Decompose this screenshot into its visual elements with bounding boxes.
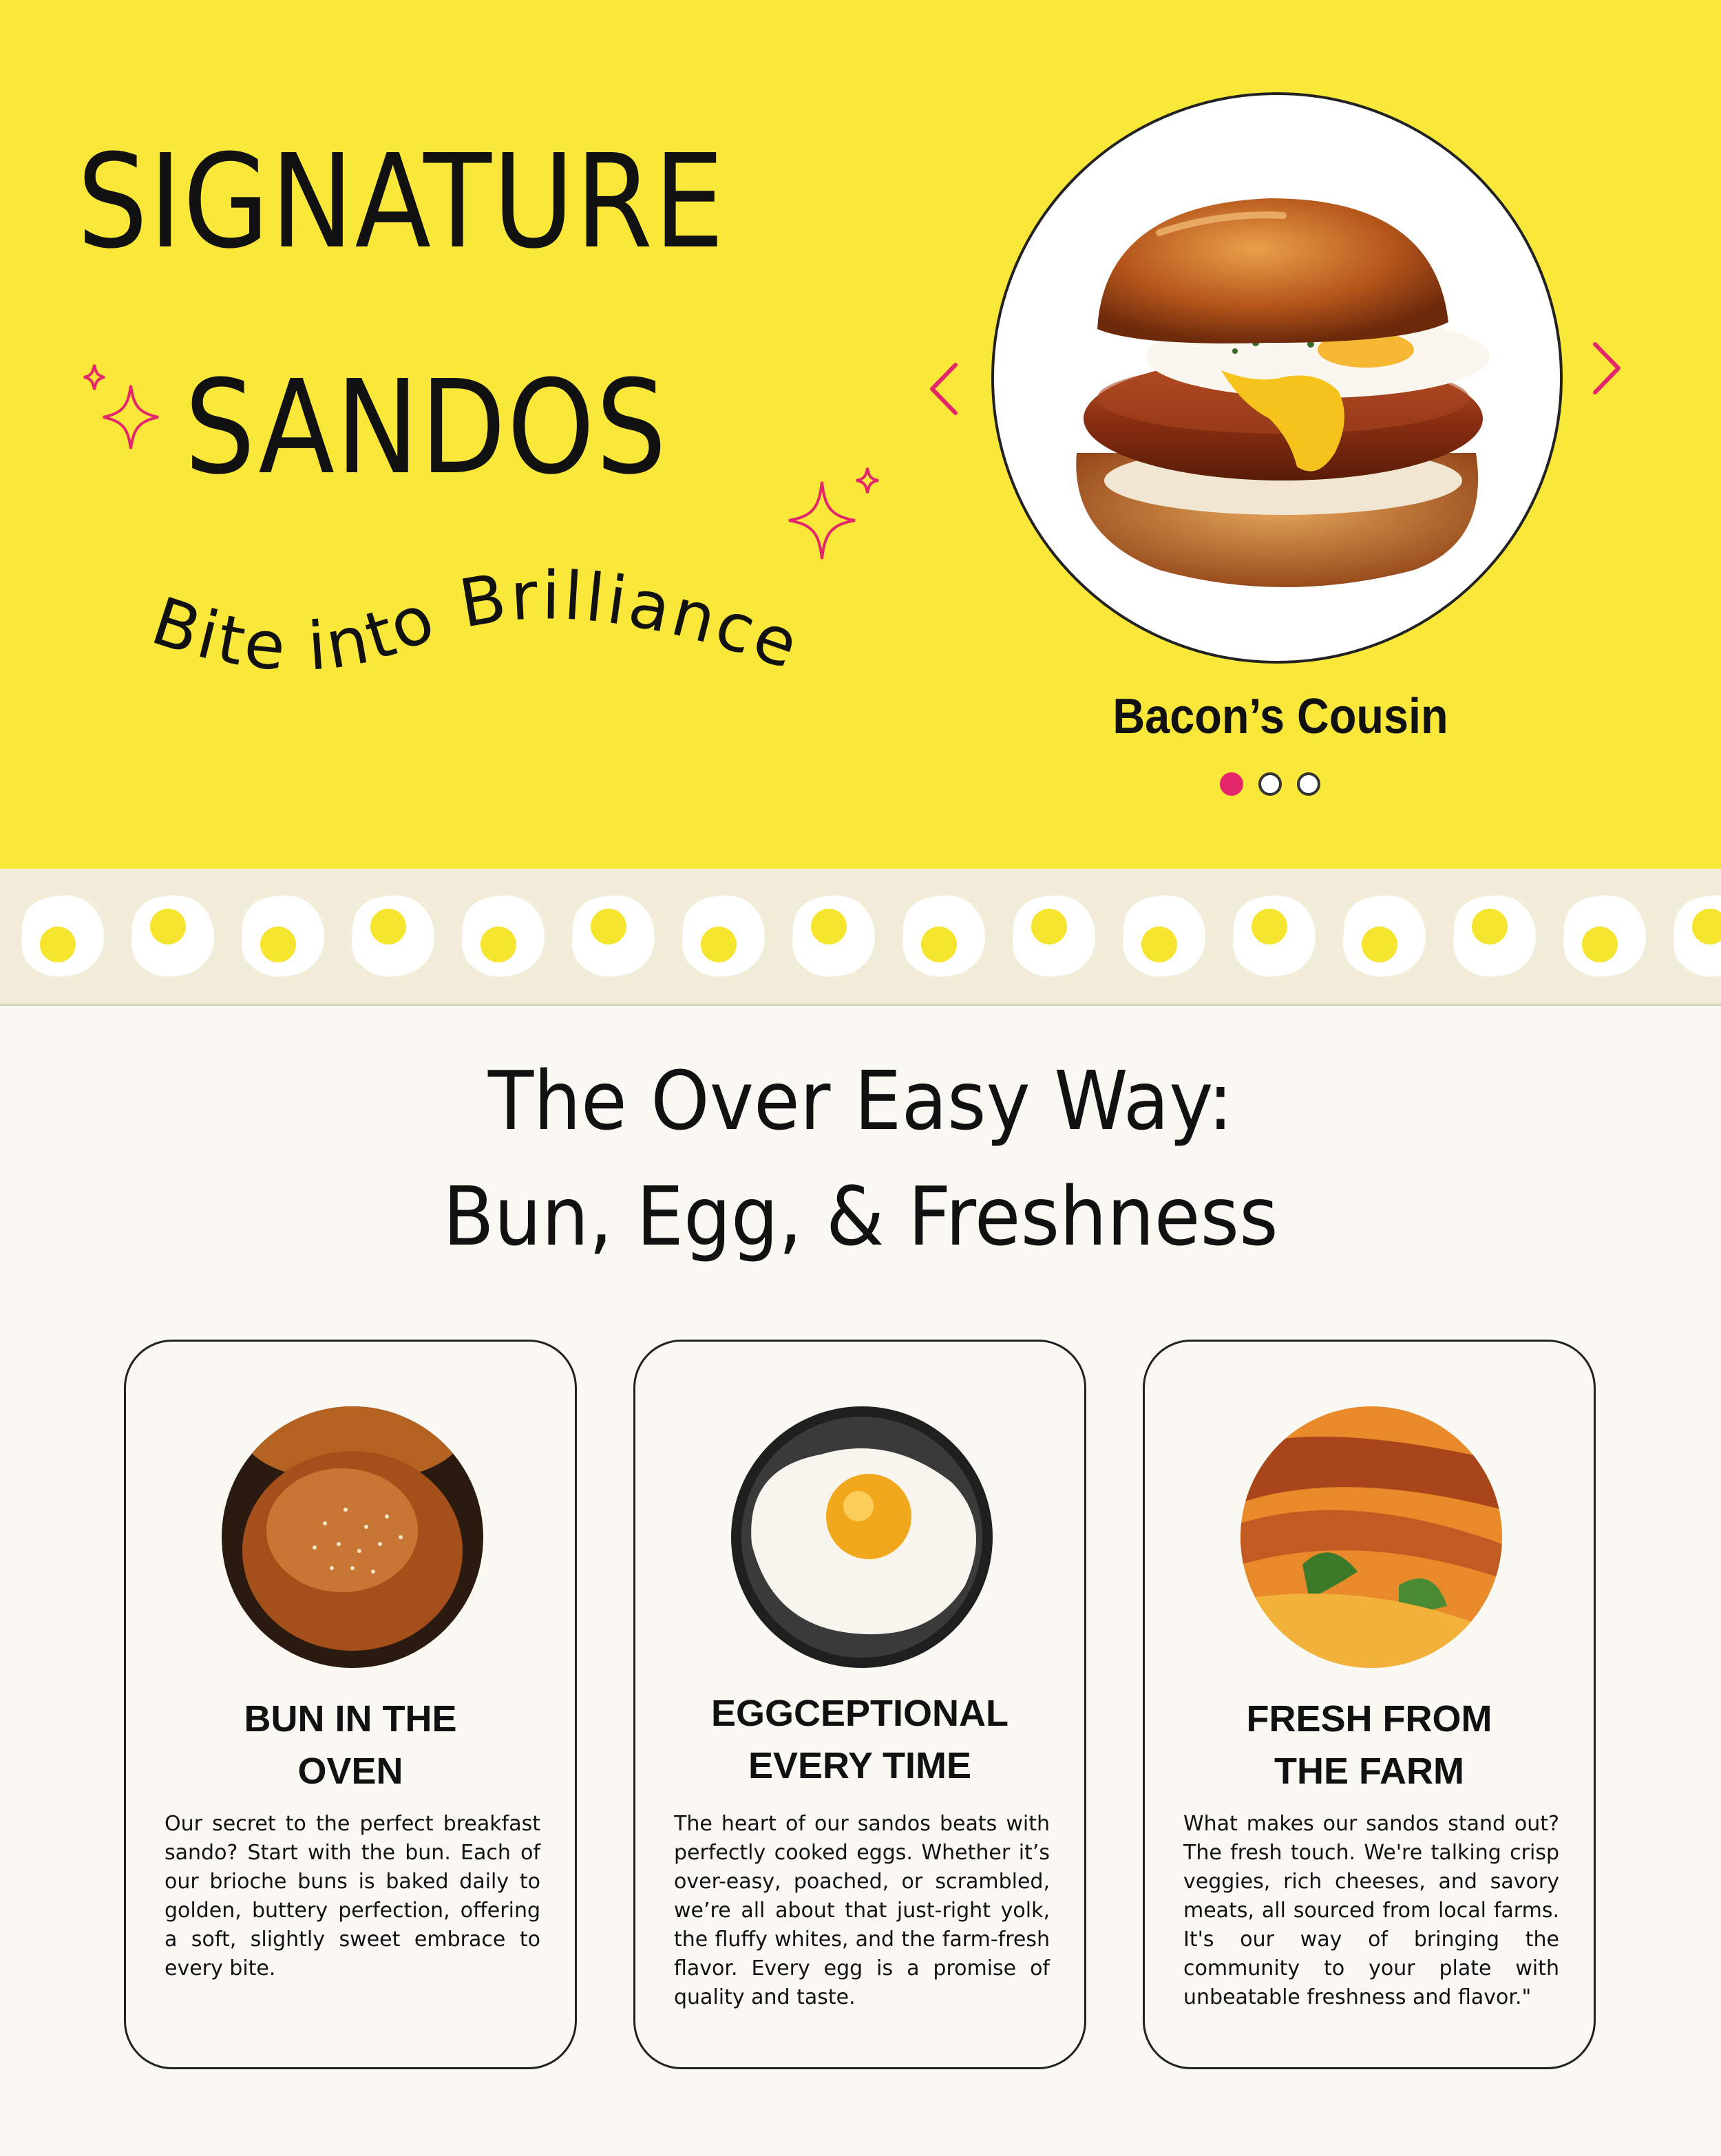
chevron-right-icon[interactable] <box>1587 337 1628 399</box>
carousel-dot-2[interactable] <box>1258 772 1282 796</box>
farm-food-photo <box>1240 1406 1502 1668</box>
card-title-line1: BUN IN THE <box>244 1698 457 1740</box>
fried-egg-icon <box>682 896 765 977</box>
feature-card-egg <box>633 1340 1086 2069</box>
carousel-dot-1[interactable] <box>1220 772 1243 796</box>
card-description: The heart of our sandos beats with perfectly cooked eggs. Whether it’s over-easy, poached, or scrambled, we’re all about that just-right yolk, the fluffy whites, and the farm-fresh flavor. Every egg is a promise of quality and taste. <box>674 1812 1050 2009</box>
egg-photo <box>731 1406 993 1668</box>
fried-egg-icon <box>1674 896 1721 977</box>
egg-pattern <box>0 869 1721 1004</box>
fried-egg-icon <box>792 896 875 977</box>
sandwich-illustration <box>994 95 1560 661</box>
card-title <box>126 1693 575 1797</box>
chevron-left-icon[interactable] <box>922 358 964 420</box>
section-heading-line2: Bun, Egg, & Freshness <box>443 1169 1278 1264</box>
card-description: What makes our sandos stand out? The fresh touch. We're talking crisp veggies, rich cheeses, and savory meats, all sourced from local farms. It's our way of bringing the community to your plate with unbeatable freshness and flavor." <box>1183 1812 1559 2009</box>
fried-egg-icon <box>1453 896 1536 977</box>
fried-egg-icon <box>131 896 214 977</box>
hero-banner <box>0 0 1721 869</box>
carousel-product-name: Bacon’s Cousin <box>1112 689 1448 744</box>
section-heading-line1: The Over Easy Way: <box>487 1053 1234 1148</box>
card-title-line2: OVEN <box>297 1751 403 1792</box>
fried-egg-icon <box>21 896 104 977</box>
card-title <box>1145 1693 1594 1797</box>
carousel-dots <box>1220 772 1320 796</box>
card-title <box>635 1687 1084 1792</box>
fried-egg-icon <box>1563 896 1646 977</box>
bun-photo <box>222 1406 483 1668</box>
tagline-text: Bite into Brilliance <box>142 557 810 686</box>
fried-egg-icon <box>902 896 985 977</box>
card-title-line2: THE FARM <box>1274 1751 1464 1792</box>
feature-card-farm <box>1143 1340 1596 2069</box>
hero-title-line2: SANDOS <box>184 352 668 503</box>
fried-egg-icon <box>1123 896 1205 977</box>
card-title-line2: EVERY TIME <box>748 1745 972 1786</box>
card-description: Our secret to the perfect breakfast sando? Start with the bun. Each of our brioche buns is baked daily to golden, buttery perfection, offering a soft, slightly sweet embrace to every bite. <box>165 1812 540 1980</box>
fried-egg-icon <box>462 896 545 977</box>
fried-egg-icon <box>572 896 655 977</box>
card-title-line1: FRESH FROM <box>1246 1698 1492 1740</box>
svg-text:Bite into Brilliance <box>143 557 810 686</box>
hero-title-line1: SIGNATURE <box>77 127 726 277</box>
egg-pattern-divider <box>0 869 1721 1006</box>
carousel-dot-3[interactable] <box>1297 772 1320 796</box>
fried-egg-icon <box>1013 896 1095 977</box>
feature-card-bun <box>124 1340 577 2069</box>
carousel-product-image[interactable] <box>991 92 1563 664</box>
tagline <box>0 0 895 869</box>
fried-egg-icon <box>1343 896 1426 977</box>
card-title-line1: EGGCEPTIONAL <box>710 1693 1009 1734</box>
fried-egg-icon <box>1233 896 1316 977</box>
fried-egg-icon <box>242 896 324 977</box>
fried-egg-icon <box>352 896 434 977</box>
